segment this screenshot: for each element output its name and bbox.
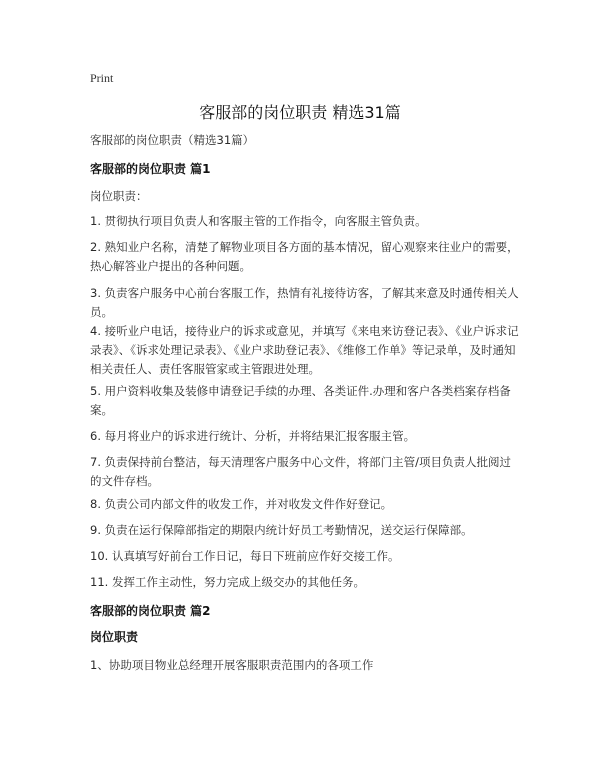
duty-item: 1、协助项目物业总经理开展客服职责范围内的各项工作 — [90, 658, 374, 672]
section-heading-1: 客服部的岗位职责 篇1 — [90, 162, 211, 176]
duty-item: 8. 负责公司内部文件的收发工作，并对收发文件作好登记。 — [90, 497, 393, 511]
section-heading-2: 客服部的岗位职责 篇2 — [90, 604, 211, 618]
duty-item: 1. 贯彻执行项目负责人和客服主管的工作指令，向客服主管负责。 — [90, 214, 427, 228]
duty-item: 5. 用户资料收集及装修申请登记手续的办理、各类证件.办理和客户各类档案存档备案。 — [90, 384, 511, 417]
duty-item: 3. 负责客户服务中心前台客服工作，热情有礼接待访客，了解其来意及时通传相关人员。 — [90, 286, 519, 319]
duty-item: 6. 每月将业户的诉求进行统计、分析，并将结果汇报客服主管。 — [90, 429, 416, 443]
duty-item: 4. 接听业户电话，接待业户的诉求或意见，并填写《来电来访登记表》、《业户诉求记录表》、《诉求处理记录表》、《业户求助登记表》、《维修工作单》等记录单，及时通知相关责任人、责任客服管家或主管跟进处理。 — [90, 324, 519, 376]
section-subheading-1: 岗位职责： — [90, 189, 148, 203]
duty-item: 11. 发挥工作主动性，努力完成上级交办的其他任务。 — [90, 575, 365, 589]
intro-text: 客服部的岗位职责（精选31篇） — [90, 133, 255, 147]
duty-item: 9. 负责在运行保障部指定的期限内统计好员工考勤情况，送交运行保障部。 — [90, 523, 473, 537]
section-subheading-2: 岗位职责 — [90, 630, 139, 644]
print-label: Print — [90, 71, 114, 85]
duty-item: 7. 负责保持前台整洁，每天清理客户服务中心文件，将部门主管/项目负责人批阅过的文件存档。 — [90, 455, 511, 488]
page-title: 客服部的岗位职责 精选31篇 — [199, 103, 401, 122]
duty-item: 2. 熟知业户名称，清楚了解物业项目各方面的基本情况，留心观察来往业户的需要，热心解答业户提出的各种问题。 — [90, 240, 519, 273]
duty-item: 10. 认真填写好前台工作日记，每日下班前应作好交接工作。 — [90, 549, 400, 563]
